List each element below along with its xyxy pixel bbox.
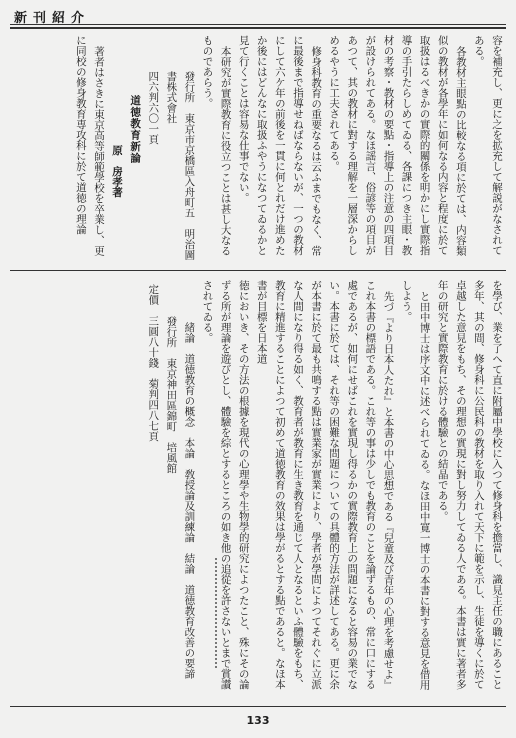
publisher-place: 發行所 東京市京橋區入舟町五 明治圖書株式會社 <box>165 70 196 260</box>
paragraph: 容を補充し、更に之を拡充して解説がなされてある。 <box>472 35 503 256</box>
book-author: 原 房孝著 <box>111 145 124 198</box>
bottom-tier-text <box>10 280 506 698</box>
tier-divider <box>10 270 506 271</box>
top-tier-text <box>10 35 506 263</box>
section-separator <box>215 558 217 668</box>
paragraph: 徳においき、その方法の根據を現代の心理學や生物學的研究によつたこと、殊にその論ずる所が理論を遊びとし、體驗を綜とするところの如き他の追從を許さないとまで賞讃されてゐる。 <box>201 280 250 690</box>
paragraph: 各教材主眼點の比較なる項に於ては、内容類似の教材が各學年に如何なる内容と程度に於て取扱はるべきかの實際的關係を明かにし實際指導の手引たらしめてゐる、各課につき主眼・教材の考察・教材の要點・指導上の注意の四項目が設けられてある。なほ謡言、俗諺等の項目があつて、其の教材に對する理解を一層深からしめるやうに工夫されてある。 <box>328 35 467 256</box>
paragraph: と田中博士は序文中に述べられてゐる。なほ田中寛一博士の本書に對する意見を借用しよう。 <box>400 280 431 690</box>
table-of-contents: 緒論 道徳教育の概念 本論 敎授論及訓練論 結論 道徳教育改善の要諦 <box>183 322 196 679</box>
publisher-price: 定價 三圓八十錢 菊判四八七頁 <box>147 284 160 442</box>
book-title: 道徳教育新論 <box>129 94 142 164</box>
paragraph: 著者はさきに東京高等師範學校を卒業し、更に同校の修身教育専攻科に於て道徳の理論 <box>74 35 105 256</box>
paragraph: を學び、業を了へて直に附屬中學校に入つて修身科を擔當し、識見主任の職にあること多年、其の間、修身科に公民科の教材を取り入れて天下に範を示し、生徒を導くに於て卓越した意見をもち、その理想の實現に對し努力してゐる人である。本書は實に著者多年の研究と實際教育に於ける體驗との結晶である。 <box>436 280 503 690</box>
paragraph: 修身科教育の重要なるは云ふまでもなく、常に最後まで指導せねばならないが、一つの教材にして六ケ年の前後を一貫に何とれだけ進めたか後にはどんなに取扱ふやうになつてゐるかと見て行くことは容易な仕事でない。 <box>237 35 323 256</box>
publisher-place: 發行所 東京神田區錦町 培風館 <box>165 315 178 473</box>
paragraph: 先づ『より日本人たれ』と本書の中心思想である『兒童及び青年の心理を考慮せよ』これ本書の標語である。これ等の事は少しでも教育のことを論ずるもの、常に口にする處であるが、如何にせばこれを實現し得るかの實際教育上の問題になると容易の業でない。本書に於ては、それ等の困難な問題についての具體的方法が詳述してある。更に余が本書に於て最も共鳴する點は實業家が實業により、學者が學問によつてそれぐに立派な人間になり得る如く、教育者が教育に生き教育を通じて人となるといふ體驗をもち、教育に精進することによつて初めて道徳教育の效果は學がるとする點であると。なほ本書が目標を日本道 <box>255 280 395 690</box>
paragraph: 本研究が實際教育に役立つことは甚し大なるものであらう。 <box>201 35 232 256</box>
publisher-info <box>144 280 180 698</box>
publisher-info <box>144 35 198 263</box>
publisher-price: 四六判六〇一頁 <box>147 70 160 144</box>
header-rule-thick <box>10 27 506 29</box>
page-number: 133 <box>246 714 270 727</box>
page-header-title: 新刊紹介 <box>14 11 91 26</box>
footer-rule <box>10 706 506 707</box>
header-rule <box>10 24 506 25</box>
